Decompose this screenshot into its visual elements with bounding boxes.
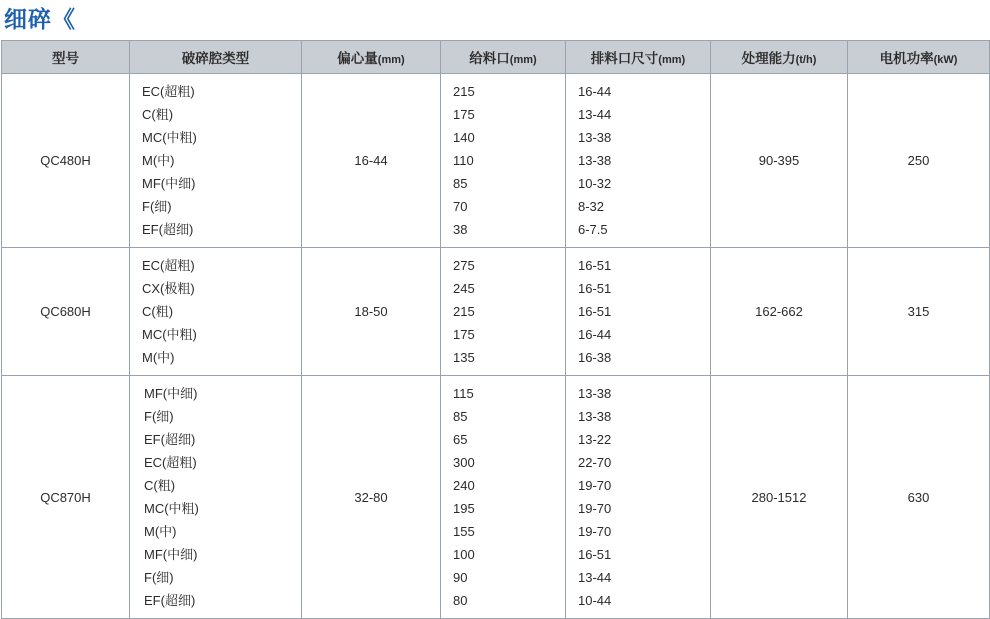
cell-motor-power: 315 — [848, 248, 990, 376]
table-header-row — [2, 41, 990, 74]
column-header-capacity: 处理能力(t/h) — [711, 41, 848, 74]
list-item: 19-70 — [578, 501, 612, 516]
table-row — [2, 74, 990, 248]
list-item: 22-70 — [578, 455, 612, 470]
cell-cavity-type — [130, 74, 302, 248]
cell-motor-power: 630 — [848, 376, 990, 619]
list-item: EF(超细) — [144, 593, 196, 608]
column-header-cavity-type: 破碎腔类型 — [130, 41, 302, 74]
list-item: C(粗) — [142, 304, 174, 319]
list-item: 13-44 — [578, 107, 612, 122]
list-item: MC(中粗) — [144, 501, 199, 516]
list-item: 90 — [453, 570, 468, 585]
cavity-type-list — [142, 254, 301, 369]
list-item: 245 — [453, 281, 475, 296]
column-header-eccentricity: 偏心量(mm) — [302, 41, 441, 74]
list-item: EC(超粗) — [142, 84, 195, 99]
list-item: EF(超细) — [142, 222, 194, 237]
list-item: F(细) — [144, 409, 174, 424]
list-item: CX(极粗) — [142, 281, 195, 296]
list-item: 240 — [453, 478, 475, 493]
list-item: 215 — [453, 84, 475, 99]
list-item: 19-70 — [578, 478, 612, 493]
cell-capacity: 162-662 — [711, 248, 848, 376]
list-item: 100 — [453, 547, 475, 562]
list-item: 16-38 — [578, 350, 612, 365]
table-row — [2, 376, 990, 619]
list-item: 115 — [453, 386, 474, 401]
list-item: 16-51 — [578, 258, 612, 273]
list-item: 80 — [453, 593, 468, 608]
list-item: F(细) — [144, 570, 174, 585]
list-item: 215 — [453, 304, 475, 319]
column-header-motor-power: 电机功率(kW) — [848, 41, 990, 74]
list-item: 65 — [453, 432, 468, 447]
list-item: 300 — [453, 455, 475, 470]
list-item: 19-70 — [578, 524, 612, 539]
feed-opening-list — [453, 254, 565, 369]
list-item: 175 — [453, 327, 475, 342]
list-item: 140 — [453, 130, 475, 145]
cell-model: QC870H — [2, 376, 130, 619]
list-item: 16-44 — [578, 84, 612, 99]
list-item: 16-44 — [578, 327, 612, 342]
list-item: MC(中粗) — [142, 130, 197, 145]
list-item: F(细) — [142, 199, 172, 214]
list-item: C(粗) — [144, 478, 176, 493]
cavity-type-list — [144, 382, 301, 612]
list-item: 135 — [453, 350, 475, 365]
list-item: 16-51 — [578, 281, 612, 296]
cell-discharge-size — [566, 248, 711, 376]
list-item: C(粗) — [142, 107, 174, 122]
list-item: 13-44 — [578, 570, 612, 585]
column-header-feed-opening: 给料口(mm) — [441, 41, 566, 74]
list-item: M(中) — [142, 350, 175, 365]
table-header — [2, 41, 990, 74]
cell-feed-opening — [441, 248, 566, 376]
column-header-discharge-size: 排料口尺寸(mm) — [566, 41, 711, 74]
discharge-size-list — [578, 382, 710, 612]
list-item: MF(中细) — [144, 386, 198, 401]
list-item: 85 — [453, 409, 468, 424]
cell-model: QC680H — [2, 248, 130, 376]
list-item: 38 — [453, 222, 468, 237]
cell-eccentricity: 18-50 — [302, 248, 441, 376]
list-item: 10-44 — [578, 593, 612, 608]
list-item: EC(超粗) — [142, 258, 195, 273]
cell-feed-opening — [441, 376, 566, 619]
list-item: 175 — [453, 107, 475, 122]
list-item: M(中) — [144, 524, 177, 539]
cell-discharge-size — [566, 376, 711, 619]
page-title: 细碎《 — [4, 6, 76, 32]
specification-table — [1, 40, 990, 619]
list-item: EC(超粗) — [144, 455, 197, 470]
cell-capacity: 280-1512 — [711, 376, 848, 619]
feed-opening-list — [453, 80, 565, 241]
cell-capacity: 90-395 — [711, 74, 848, 248]
list-item: 85 — [453, 176, 468, 191]
list-item: 110 — [453, 153, 474, 168]
cell-feed-opening — [441, 74, 566, 248]
list-item: 195 — [453, 501, 475, 516]
discharge-size-list — [578, 254, 710, 369]
cell-eccentricity: 16-44 — [302, 74, 441, 248]
list-item: EF(超细) — [144, 432, 196, 447]
table-body — [2, 74, 990, 619]
list-item: 13-38 — [578, 409, 612, 424]
list-item: M(中) — [142, 153, 175, 168]
list-item: 275 — [453, 258, 475, 273]
cell-model: QC480H — [2, 74, 130, 248]
list-item: 13-38 — [578, 153, 612, 168]
list-item: 13-38 — [578, 130, 612, 145]
list-item: 70 — [453, 199, 468, 214]
cell-cavity-type — [130, 248, 302, 376]
cell-motor-power: 250 — [848, 74, 990, 248]
table-row — [2, 248, 990, 376]
feed-opening-list — [453, 382, 565, 612]
list-item: 6-7.5 — [578, 222, 608, 237]
column-header-model: 型号 — [2, 41, 130, 74]
cell-discharge-size — [566, 74, 711, 248]
cavity-type-list — [142, 80, 301, 241]
list-item: 13-38 — [578, 386, 612, 401]
list-item: MF(中细) — [142, 176, 196, 191]
list-item: 16-51 — [578, 547, 612, 562]
discharge-size-list — [578, 80, 710, 241]
list-item: 155 — [453, 524, 475, 539]
cell-cavity-type — [130, 376, 302, 619]
list-item: 16-51 — [578, 304, 612, 319]
list-item: 10-32 — [578, 176, 612, 191]
cell-eccentricity: 32-80 — [302, 376, 441, 619]
list-item: MC(中粗) — [142, 327, 197, 342]
list-item: 13-22 — [578, 432, 612, 447]
list-item: MF(中细) — [144, 547, 198, 562]
list-item: 8-32 — [578, 199, 605, 214]
